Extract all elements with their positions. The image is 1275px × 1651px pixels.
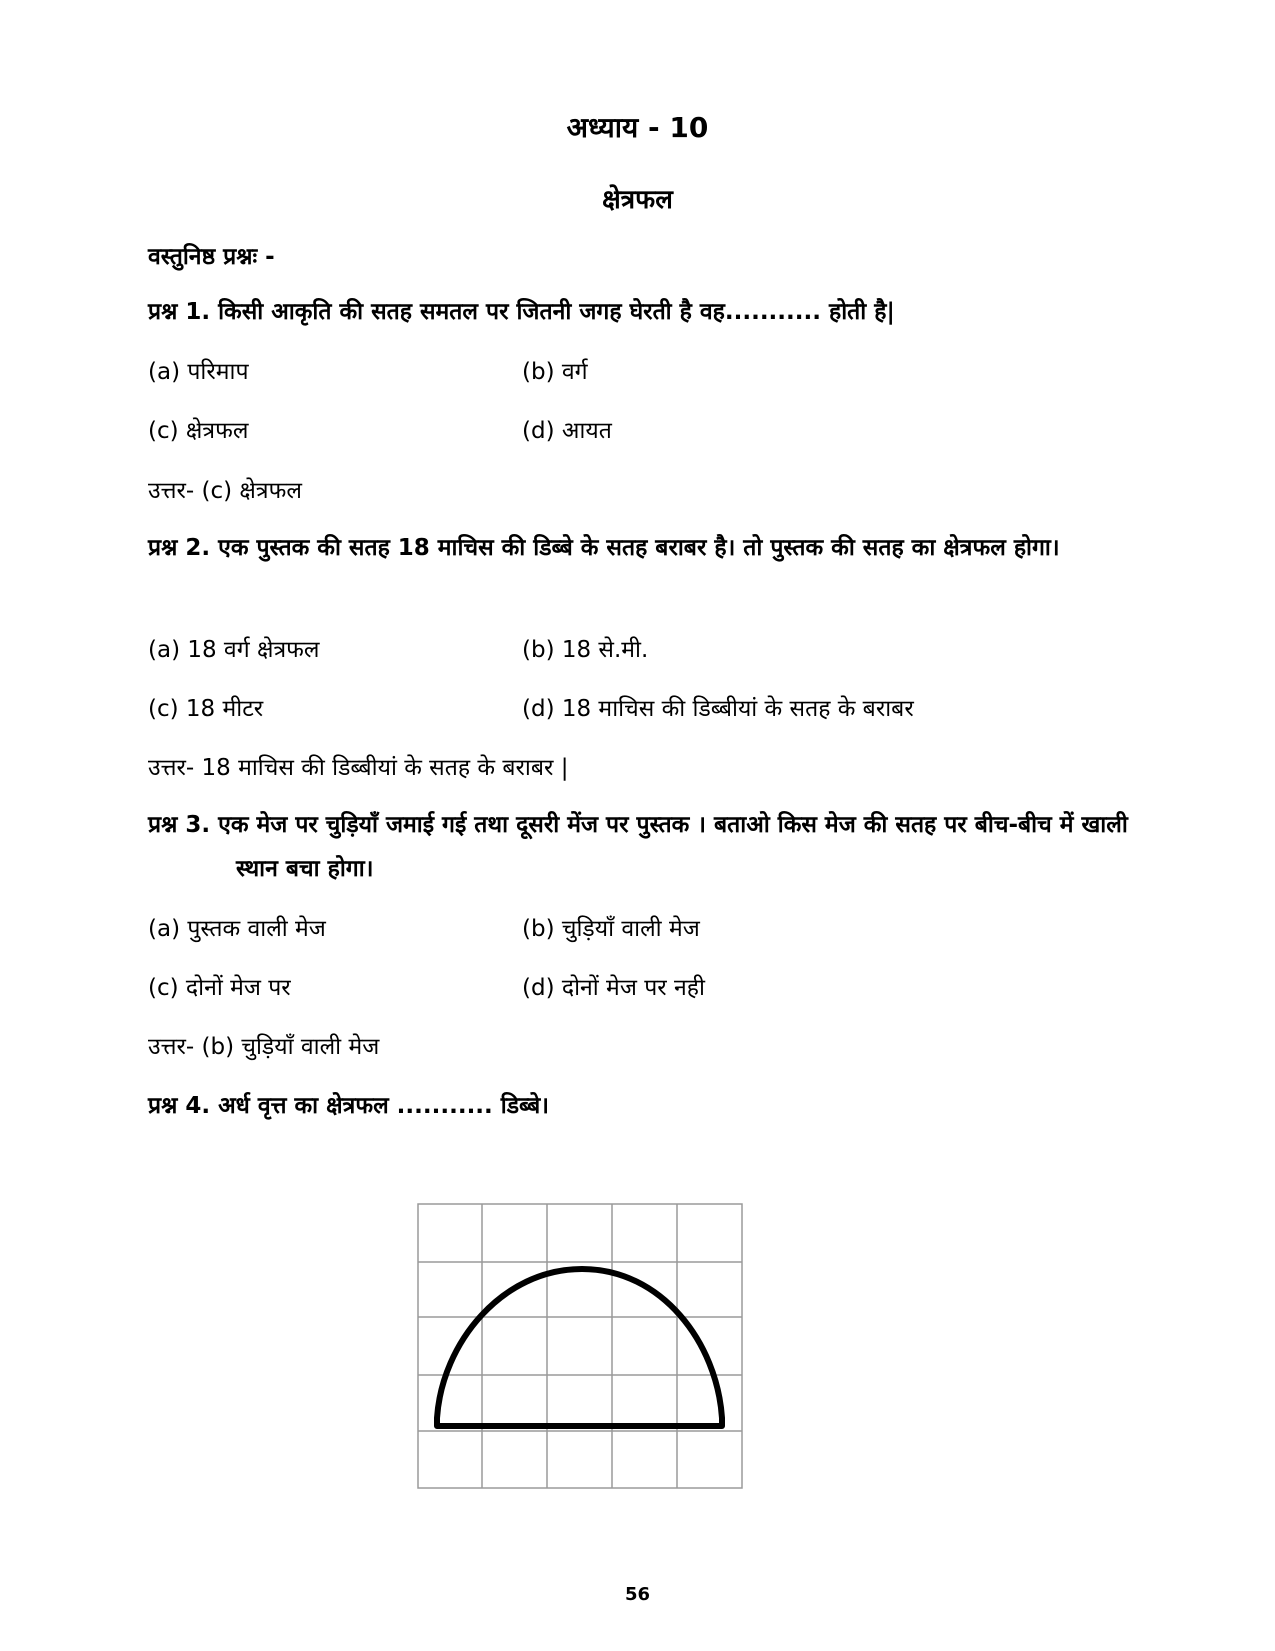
chapter-heading: अध्याय - 10 bbox=[566, 111, 709, 144]
semicircle-shape bbox=[437, 1269, 722, 1426]
question-2-text: प्रश्न 2. एक पुस्तक की सतह 18 माचिस की डिब्बे के सतह बराबर है। तो पुस्तक की सतह का क्षेत्रफल होगा। bbox=[148, 535, 1060, 561]
question-4-text: प्रश्न 4. अर्ध वृत्त का क्षेत्रफल ........... डिब्बे। bbox=[148, 1093, 549, 1119]
question-2-option-a: (a) 18 वर्ग क्षेत्रफल bbox=[148, 637, 320, 663]
question-2-answer: उत्तर- 18 माचिस की डिब्बीयां के सतह के बराबर | bbox=[148, 755, 569, 781]
question-1 bbox=[148, 290, 1133, 334]
question-1-answer: उत्तर- (c) क्षेत्रफल bbox=[148, 478, 302, 504]
question-1-text: प्रश्न 1. किसी आकृति की सतह समतल पर जितनी जगह घेरती है वह........... होती है| bbox=[148, 299, 895, 325]
question-1-option-d: (d) आयत bbox=[522, 418, 612, 444]
page-number: 56 bbox=[624, 1584, 651, 1605]
question-3-option-d: (d) दोनों मेज पर नही bbox=[522, 975, 705, 1001]
question-2-option-b: (b) 18 से.मी. bbox=[522, 637, 649, 663]
semicircle-grid-figure bbox=[417, 1203, 743, 1489]
question-3-option-b: (b) चुड़ियाँ वाली मेज bbox=[522, 916, 700, 942]
question-1-option-a: (a) परिमाप bbox=[148, 359, 249, 385]
chapter-title: क्षेत्रफल bbox=[602, 185, 673, 215]
question-3-text: प्रश्न 3. एक मेज पर चुड़ियाँ जमाई गई तथा दूसरी मेंज पर पुस्तक । बताओ किस मेज की सतह पर बीच-बीच में खाली स्थान बचा होगा। bbox=[148, 812, 1128, 882]
question-3-option-a: (a) पुस्तक वाली मेज bbox=[148, 916, 326, 942]
question-1-option-c: (c) क्षेत्रफल bbox=[148, 418, 249, 444]
question-2-option-d: (d) 18 माचिस की डिब्बीयां के सतह के बराबर bbox=[522, 696, 914, 722]
question-3 bbox=[148, 803, 1133, 891]
question-3-answer: उत्तर- (b) चुड़ियाँ वाली मेज bbox=[148, 1034, 380, 1060]
question-2 bbox=[148, 526, 1133, 570]
grid-border bbox=[418, 1204, 742, 1488]
question-3-option-c: (c) दोनों मेज पर bbox=[148, 975, 291, 1001]
section-heading: वस्तुनिष्ठ प्रश्नः - bbox=[148, 244, 275, 270]
grid-lines bbox=[418, 1204, 742, 1488]
question-2-option-c: (c) 18 मीटर bbox=[148, 696, 264, 722]
question-1-option-b: (b) वर्ग bbox=[522, 359, 588, 385]
